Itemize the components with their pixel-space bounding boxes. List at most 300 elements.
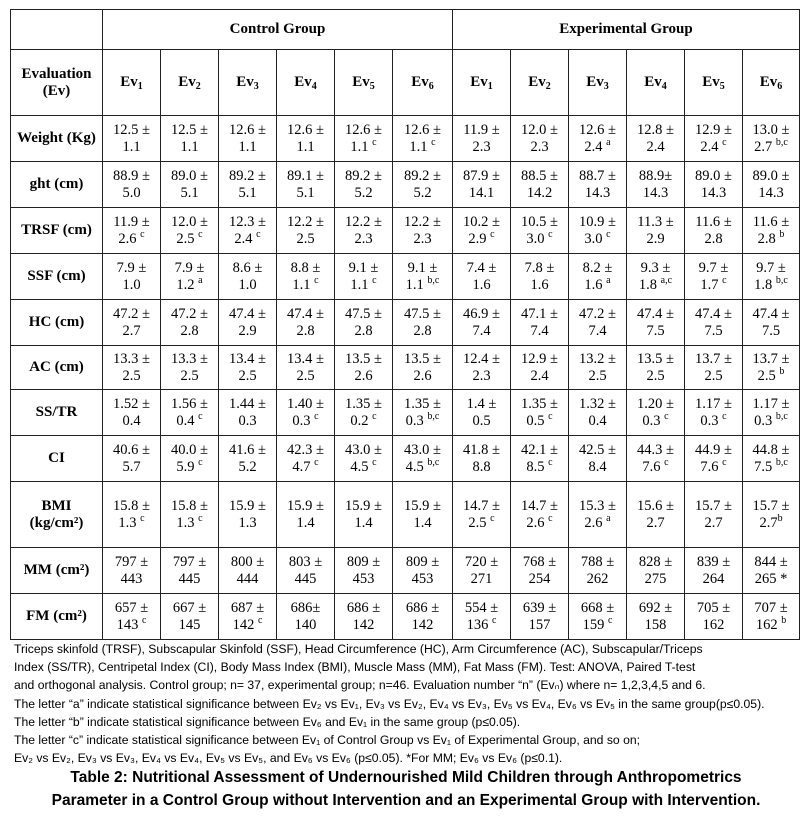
sd-value-line: [335, 231, 392, 248]
sd-value: 142: [352, 616, 375, 633]
significance-mark: c: [491, 614, 497, 626]
sd-value-line: [627, 368, 684, 385]
value-cell: [511, 594, 569, 640]
sd-value: 2.4: [234, 230, 257, 247]
sd-value: 14.3: [642, 184, 669, 201]
value-cell: [219, 300, 277, 346]
value-cell: [627, 390, 685, 436]
sd-value: 1.1: [409, 138, 432, 155]
mean-value: 15.8 ±: [171, 497, 208, 514]
significance-mark: b,c: [427, 456, 440, 468]
mean-value: 13.7 ±: [752, 350, 790, 367]
significance-mark: c: [722, 456, 727, 468]
evaluation-label-line: Evaluation: [21, 65, 92, 82]
significance-mark: c: [198, 410, 203, 422]
ev-subscript: 3: [603, 81, 609, 92]
sd-value-line: [393, 410, 452, 430]
sd-value-line: [569, 413, 626, 430]
sd-value: 2.7: [759, 514, 778, 531]
row-label-cell: [11, 390, 103, 436]
value-cell: [393, 436, 453, 482]
value-cell: [219, 436, 277, 482]
group-header-row: [11, 10, 800, 50]
sd-value: 445: [178, 570, 201, 587]
sd-value-line: [743, 410, 799, 430]
sd-value: 7.5: [646, 322, 665, 339]
sd-value-line: [103, 139, 160, 156]
value-cell: [627, 594, 685, 640]
row-label-cell: [11, 436, 103, 482]
sd-value: 1.2: [176, 276, 199, 293]
mean-value: 42.1 ±: [521, 441, 558, 458]
row-label-cell: [11, 254, 103, 300]
sd-value: 2.9: [468, 230, 491, 247]
significance-mark: c: [198, 512, 203, 524]
row-label-line: TRSF (cm): [21, 222, 92, 238]
sd-value: 2.6: [584, 514, 607, 531]
ev-header-cell: [685, 50, 743, 116]
mean-value: 47.2 ±: [171, 305, 208, 322]
value-cell: [335, 594, 393, 640]
value-cell: [161, 482, 219, 548]
significance-mark: c: [722, 410, 727, 422]
mean-value: 1.56 ±: [171, 395, 208, 412]
mean-value: 89.0 ±: [752, 167, 790, 184]
row-label-line: SSF (cm): [27, 268, 86, 284]
value-cell: [335, 162, 393, 208]
sd-value: 7.4: [472, 322, 491, 339]
value-cell: [161, 346, 219, 390]
sd-value-line: [277, 410, 334, 430]
mean-value: 1.52 ±: [113, 395, 150, 412]
value-cell: [103, 162, 161, 208]
mean-value: 15.3 ±: [579, 497, 616, 514]
mean-value: 13.3 ±: [113, 350, 150, 367]
mean-value: 12.6 ±: [229, 121, 266, 138]
ev-header-cell: [743, 50, 800, 116]
mean-value: 668 ±: [580, 599, 615, 616]
note-line: The letter “b” indicate statistical significance between Ev₆ and Ev₁ in the same group (p≤0.05).: [14, 714, 521, 729]
row-label-cell: [11, 482, 103, 548]
mean-value: 13.5 ±: [404, 350, 441, 367]
sd-value-line: [335, 323, 392, 340]
significance-mark: c: [664, 410, 669, 422]
mean-value: 89.2 ±: [404, 167, 441, 184]
sd-value-line: [161, 323, 218, 340]
ev-base: Ev: [586, 74, 604, 90]
mean-value: 1.40 ±: [287, 395, 324, 412]
sd-value: 3.0: [584, 230, 607, 247]
ev-header-cell: [453, 50, 511, 116]
value-cell: [453, 346, 511, 390]
control-group-header: Control Group: [103, 10, 453, 50]
value-cell: [627, 116, 685, 162]
significance-mark: c: [722, 274, 727, 286]
value-cell: [103, 436, 161, 482]
sd-value: 2.7: [754, 138, 776, 155]
mean-value: 89.2 ±: [229, 167, 266, 184]
value-cell: [335, 346, 393, 390]
value-cell: [743, 162, 800, 208]
sd-value: 2.3: [472, 367, 491, 384]
sd-value-line: [453, 368, 510, 385]
sd-value: 5.1: [296, 184, 315, 201]
sd-value: 5.2: [238, 458, 257, 475]
ev-header-cell: [335, 50, 393, 116]
value-cell: [453, 548, 511, 594]
nutritional-assessment-table: [10, 9, 800, 640]
value-cell: [743, 390, 800, 436]
value-cell: [743, 346, 800, 390]
mean-value: 554 ±: [464, 599, 499, 616]
sd-value: 2.4: [700, 138, 723, 155]
sd-value-line: [161, 274, 218, 294]
mean-value: 12.6 ±: [345, 121, 382, 138]
sd-value-line: [453, 323, 510, 340]
sd-value-line: [453, 185, 510, 202]
mean-value: 1.4 ±: [466, 395, 497, 412]
sd-value: 142: [411, 616, 434, 633]
value-cell: [685, 162, 743, 208]
mean-value: 7.8 ±: [524, 259, 555, 276]
sd-value-line: [393, 274, 452, 294]
value-cell: [161, 436, 219, 482]
sd-value: 453: [352, 570, 375, 587]
sd-value: 8.8: [472, 458, 491, 475]
sd-value-line: [277, 368, 334, 385]
sd-value: 0.3: [238, 412, 257, 429]
sd-value-line: [627, 456, 684, 476]
row-label-cell: [11, 300, 103, 346]
mean-value: 12.9 ±: [521, 350, 558, 367]
sd-value: 1.0: [122, 276, 141, 293]
sd-value: 0.3: [405, 412, 428, 429]
mean-value: 47.2 ±: [113, 305, 150, 322]
sd-value: 2.6: [354, 367, 373, 384]
row-label-line: HC (cm): [28, 314, 85, 330]
sd-value: 159: [582, 616, 608, 633]
mean-value: 12.6 ±: [287, 121, 324, 138]
value-cell: [511, 548, 569, 594]
mean-value: 10.2 ±: [463, 213, 500, 230]
sd-value-line: [161, 185, 218, 202]
sd-value: 140: [294, 616, 317, 633]
sd-value: 2.5: [180, 367, 199, 384]
ev-base: Ev: [178, 74, 196, 90]
mean-value: 1.35 ±: [345, 395, 382, 412]
sd-value-line: [161, 410, 218, 430]
sd-value-line: [685, 136, 742, 156]
value-cell: [453, 390, 511, 436]
mean-value: 89.0 ±: [695, 167, 732, 184]
value-cell: [569, 254, 627, 300]
evaluation-label-cell: [11, 50, 103, 116]
sd-value-line: [511, 323, 568, 340]
sd-value-line: [103, 459, 160, 476]
sd-value: 5.7: [122, 458, 141, 475]
value-cell: [511, 300, 569, 346]
significance-mark: b: [779, 365, 785, 377]
sd-value: 2.7: [704, 514, 723, 531]
mean-value: 13.3 ±: [171, 350, 208, 367]
mean-value: 9.7 ±: [756, 259, 786, 276]
ev-subscript: 2: [545, 81, 551, 92]
sd-value: 5.2: [413, 184, 432, 201]
sd-value: 1.1: [238, 138, 257, 155]
sd-value: 2.6: [413, 367, 432, 384]
row-label-line: AC (cm): [29, 359, 84, 375]
value-cell: [103, 346, 161, 390]
sd-value-line: [743, 571, 799, 588]
sd-value: 2.5: [122, 367, 141, 384]
sd-value: 1.1: [180, 138, 199, 155]
sd-value-line: [511, 228, 568, 248]
value-cell: [161, 162, 219, 208]
row-label-line: (kg/cm²): [29, 514, 84, 531]
sd-value: 2.6: [118, 230, 141, 247]
mean-value: 1.17 ±: [752, 395, 790, 412]
significance-mark: a: [198, 274, 203, 286]
sd-value: 275: [644, 570, 667, 587]
sd-value-line: [219, 139, 276, 156]
note-line: Index (SS/TR), Centripetal Index (CI), Body Mass Index (BMI), Muscle Mass (MM), Fat Mass (FM). Test: ANOVA, Paired T-test: [14, 660, 696, 675]
row-label-cell: [11, 116, 103, 162]
sd-value-line: [219, 185, 276, 202]
mean-value: 15.7 ±: [752, 497, 790, 514]
significance-mark: c: [722, 136, 727, 148]
sd-value-line: [335, 515, 392, 532]
value-cell: [335, 208, 393, 254]
significance-mark: c: [257, 614, 263, 626]
value-cell: [161, 116, 219, 162]
value-cell: [161, 300, 219, 346]
sd-value-line: [743, 274, 799, 294]
sd-value: 1.1: [350, 276, 373, 293]
ev-header-cell: [569, 50, 627, 116]
mean-value: 40.6 ±: [113, 441, 150, 458]
sd-value-line: [627, 617, 684, 634]
sd-value: 14.3: [758, 184, 784, 201]
row-label-line: ght (cm): [29, 176, 84, 192]
value-cell: [393, 208, 453, 254]
mean-value: 7.4 ±: [466, 259, 497, 276]
sd-value: 2.3: [354, 230, 373, 247]
value-cell: [219, 346, 277, 390]
sd-value: 1.6: [472, 276, 491, 293]
value-cell: [569, 162, 627, 208]
ev-subscript: 5: [719, 81, 725, 92]
sd-value: 262: [586, 570, 609, 587]
ev-base: Ev: [759, 74, 778, 90]
sd-value: 1.0: [238, 276, 257, 293]
mean-value: 44.9 ±: [695, 441, 732, 458]
significance-mark: c: [490, 512, 495, 524]
value-cell: [627, 254, 685, 300]
sd-value-line: [161, 617, 218, 634]
empty-corner-cell: [11, 10, 103, 50]
sd-value-line: [219, 515, 276, 532]
value-cell: [393, 594, 453, 640]
sd-value: 2.8: [757, 230, 780, 247]
sd-value-line: [569, 614, 626, 634]
value-cell: [103, 116, 161, 162]
sd-value-line: [743, 365, 799, 385]
mean-value: 667 ±: [172, 599, 207, 616]
value-cell: [511, 208, 569, 254]
sd-value: 2.7: [646, 514, 665, 531]
sd-value: 4.7: [292, 458, 315, 475]
sd-value-line: [453, 459, 510, 476]
mean-value: 47.1 ±: [521, 305, 558, 322]
caption-line: Parameter in a Control Group without Intervention and an Experimental Group with Intervention.: [51, 792, 761, 809]
value-cell: [453, 208, 511, 254]
sd-value-line: [393, 368, 452, 385]
sd-value-line: [335, 456, 392, 476]
significance-mark: b: [779, 228, 785, 240]
sd-value-line: [219, 368, 276, 385]
significance-mark: b,c: [775, 410, 788, 422]
mean-value: 9.1 ±: [407, 259, 438, 276]
value-cell: [453, 436, 511, 482]
table-row: [11, 208, 800, 254]
value-cell: [103, 208, 161, 254]
sd-value: 7.5: [761, 322, 781, 339]
row-label-line: Weight (Kg): [17, 130, 96, 146]
sd-value: 2.8: [413, 322, 432, 339]
sd-value-line: [511, 512, 568, 532]
value-cell: [277, 116, 335, 162]
value-cell: [335, 436, 393, 482]
ev-subscript: 3: [253, 81, 259, 92]
note-line: The letter “c” indicate statistical significance between Ev₁ of Control Group vs Ev₁ of Experimental Group, and so on;: [14, 733, 641, 748]
value-cell: [743, 116, 800, 162]
ev-header-cell: [511, 50, 569, 116]
value-cell: [453, 594, 511, 640]
sd-value-line: [743, 136, 799, 156]
row-label-line: FM (cm²): [26, 608, 87, 624]
sd-value: 7.4: [530, 322, 549, 339]
sd-value-line: [103, 368, 160, 385]
row-label-cell: [11, 346, 103, 390]
mean-value: 89.2 ±: [345, 167, 382, 184]
value-cell: [277, 482, 335, 548]
sd-value-line: [511, 368, 568, 385]
sd-value: 2.8: [180, 322, 199, 339]
mean-value: 15.9 ±: [404, 497, 441, 514]
value-cell: [685, 254, 743, 300]
mean-value: 11.3 ±: [637, 213, 674, 230]
sd-value-line: [627, 323, 684, 340]
sd-value-line: [627, 274, 684, 294]
sd-value: 254: [528, 570, 551, 587]
row-label-cell: [11, 594, 103, 640]
sd-value-line: [569, 571, 626, 588]
sd-value: 1.1: [350, 138, 373, 155]
mean-value: 692 ±: [638, 599, 673, 616]
sd-value-line: [393, 136, 452, 156]
significance-mark: b,c: [427, 410, 440, 422]
mean-value: 639 ±: [522, 599, 557, 616]
mean-value: 11.6 ±: [752, 213, 790, 230]
sd-value: 0.3: [754, 412, 776, 429]
value-cell: [393, 346, 453, 390]
sd-value-line: [335, 185, 392, 202]
mean-value: 13.5 ±: [345, 350, 382, 367]
sd-value-line: [103, 185, 160, 202]
sd-value: 2.5: [176, 230, 199, 247]
sd-value: 158: [644, 616, 667, 633]
sd-value-line: [627, 139, 684, 156]
sd-value-line: [453, 277, 510, 294]
significance-mark: c: [372, 274, 377, 286]
sd-value-line: [511, 617, 568, 634]
mean-value: 9.1 ±: [348, 259, 379, 276]
value-cell: [219, 116, 277, 162]
sd-value-line: [219, 571, 276, 588]
sd-value: 1.6: [530, 276, 549, 293]
mean-value: 803 ±: [288, 553, 323, 570]
sd-value-line: [685, 571, 742, 588]
value-cell: [219, 594, 277, 640]
mean-value: 707 ±: [754, 599, 788, 616]
mean-value: 14.7 ±: [521, 497, 558, 514]
ev-header-cell: [277, 50, 335, 116]
sd-value-line: [627, 231, 684, 248]
ev-base: Ev: [120, 74, 138, 90]
mean-value: 8.2 ±: [582, 259, 613, 276]
value-cell: [277, 254, 335, 300]
mean-value: 12.4 ±: [463, 350, 500, 367]
mean-value: 88.9±: [638, 167, 673, 184]
value-cell: [685, 346, 743, 390]
sd-value-line: [569, 368, 626, 385]
sd-value-line: [335, 368, 392, 385]
value-cell: [103, 594, 161, 640]
mean-value: 47.4 ±: [287, 305, 324, 322]
mean-value: 10.5 ±: [521, 213, 558, 230]
significance-mark: b: [781, 614, 787, 626]
value-cell: [569, 548, 627, 594]
sd-value-line: [569, 323, 626, 340]
value-cell: [685, 436, 743, 482]
mean-value: 12.2 ±: [287, 213, 324, 230]
value-cell: [103, 548, 161, 594]
significance-mark: c: [198, 456, 203, 468]
ev-base: Ev: [352, 74, 370, 90]
mean-value: 11.9 ±: [463, 121, 500, 138]
mean-value: 686±: [290, 599, 321, 616]
sd-value: 1.4: [413, 514, 432, 531]
mean-value: 1.20 ±: [637, 395, 674, 412]
sd-value: 2.5: [646, 367, 665, 384]
sd-value-line: [685, 231, 742, 248]
sd-value-line: [627, 410, 684, 430]
significance-mark: c: [372, 136, 377, 148]
value-cell: [335, 390, 393, 436]
value-cell: [453, 116, 511, 162]
sd-value: 1.6: [584, 276, 607, 293]
mean-value: 8.6 ±: [232, 259, 263, 276]
value-cell: [393, 254, 453, 300]
sd-value: 443: [120, 570, 143, 587]
mean-value: 13.2 ±: [579, 350, 616, 367]
sd-value-line: [453, 571, 510, 588]
mean-value: 12.6 ±: [404, 121, 441, 138]
mean-value: 686 ±: [346, 599, 381, 616]
sd-value: 7.5: [754, 458, 776, 475]
value-cell: [161, 548, 219, 594]
sd-value-line: [743, 323, 799, 340]
